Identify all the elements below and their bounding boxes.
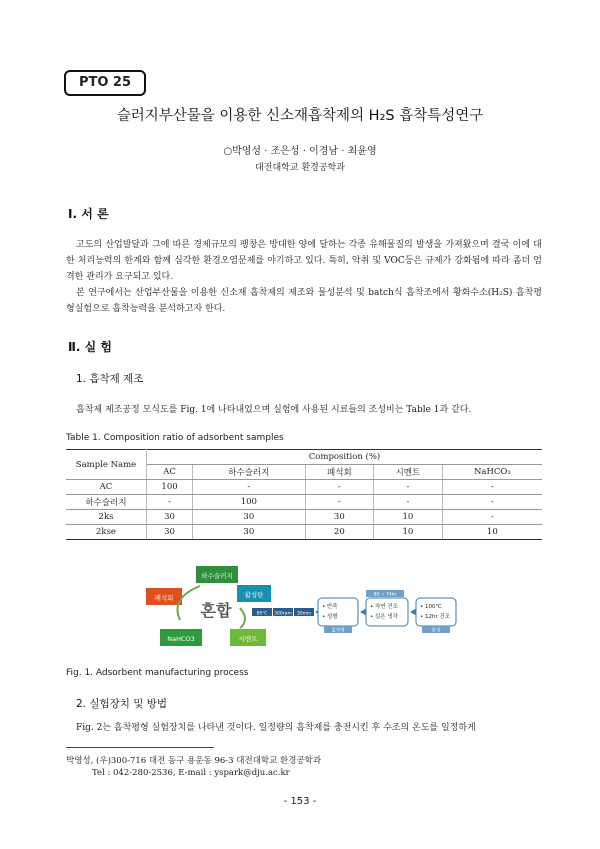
condition-label: 30min [296, 611, 312, 617]
session-badge: PTO 25 [64, 70, 146, 96]
step1-item: • 성형 [322, 614, 338, 620]
table-cell: 100 [147, 480, 193, 495]
cycle-arrow [240, 608, 245, 628]
subsection-1-paragraph: 흡착제 제조공정 모식도를 Fig. 1에 나타내었으며 실험에 사용된 시료들의 조성비는 Table 1과 같다. [76, 405, 472, 415]
step3-item: • 12hr 건조 [420, 614, 451, 620]
step3-tag-label: 완성 [431, 628, 441, 634]
table-column-header: 폐석회 [305, 465, 374, 480]
table-column-header: 시멘트 [374, 465, 443, 480]
step2-box [366, 598, 408, 626]
subsection-2-heading: 2. 실험장치 및 방법 [76, 698, 168, 710]
table-cell: 2ks [66, 510, 147, 525]
table-cell: 30 [147, 510, 193, 525]
step2-item: • 실온 냉각 [370, 614, 398, 620]
step3-box [416, 598, 456, 626]
step2-tag-label: 60 ~ 74hr [373, 592, 397, 598]
step3-item: • 100℃ [420, 604, 442, 610]
table-cell: - [305, 495, 374, 510]
table-cell: 30 [193, 525, 305, 540]
intro-paragraph-2: 본 연구에서는 산업부산물을 이용한 신소재 흡착제의 제조와 물성분석 및 batch식 흡착조에서 황화수소(H₂S) 흡착평형실험으로 흡착능력을 분석하고자 한다. [66, 288, 542, 314]
table-cell: - [147, 495, 193, 510]
table-row [66, 495, 542, 510]
footnote-divider [66, 747, 214, 748]
subsection-2-paragraph: Fig. 2는 흡착평형 실험장치를 나타낸 것이다. 일정량의 흡착제를 충전시킨 후 수조의 온도를 일정하게 [76, 723, 476, 733]
experiment-heading: Ⅱ. 실 험 [68, 340, 113, 354]
table-cell: 30 [147, 525, 193, 540]
table-caption: Table 1. Composition ratio of adsorbent samples [66, 433, 284, 443]
nahco3-label: NaHCO3 [167, 635, 195, 643]
table-column-header: AC [147, 465, 193, 480]
table-cell: - [193, 480, 305, 495]
paper-title: 슬러지부산물을 이용한 신소재흡착제의 H₂S 흡착특성연구 [116, 108, 484, 124]
table-row [66, 525, 542, 540]
intro-heading: Ⅰ. 서 론 [68, 207, 109, 221]
table-cell: 30 [193, 510, 305, 525]
cement-label: 시멘트 [238, 635, 258, 643]
step2-item: • 자연 건조 [370, 604, 398, 610]
table-cell: 하수슬러지 [66, 495, 147, 510]
condition-label: 300rpm [274, 611, 292, 617]
table-cell: 10 [442, 525, 542, 540]
table-cell: 2kse [66, 525, 147, 540]
step1-box [318, 598, 358, 626]
process-figure [130, 558, 472, 658]
step1-tag-label: 흡착제 [331, 628, 345, 634]
table-row-header: Sample Name [66, 450, 147, 480]
table-column-header: 하수슬러지 [193, 465, 305, 480]
table-row [66, 480, 542, 495]
intro-paragraph-1: 고도의 산업발달과 그에 따른 경제규모의 팽창은 방대한 양에 달하는 각종 유해물질의 발생을 가져왔으며 결국 이에 대한 처리능력의 한계와 함께 심각한 환경오염문제를 야기하고 있다. 특히, 악취 및 VOC등은 규제가 강화됨에 따라 좀더 엄격한 관리가 요구되고 있다. [66, 240, 542, 282]
footnote-contact: Tel : 042-280-2536, E-mail : yspark@dju.ac.kr [92, 768, 290, 778]
condition-label: 80℃ [256, 611, 268, 617]
composition-table [66, 449, 542, 540]
table-cell: - [442, 510, 542, 525]
subsection-1-heading: 1. 흡착제 제조 [76, 373, 144, 385]
table-cell: 10 [374, 510, 443, 525]
figure-caption: Fig. 1. Adsorbent manufacturing process [66, 668, 249, 678]
authors: ○박영성 · 조은성 · 이경남 · 최윤영 [223, 146, 377, 157]
table-cell: 30 [305, 510, 374, 525]
step1-item: • 반죽 [322, 604, 338, 610]
table-header-row [66, 450, 542, 465]
affiliation: 대전대학교 환경공학과 [255, 163, 345, 173]
table-cell: 20 [305, 525, 374, 540]
footnote-address: 박영성, (우)300-716 대전 동구 용운동 96-3 대전대학교 환경공학과 [66, 756, 322, 766]
sludge-label: 하수슬러지 [201, 572, 233, 580]
carbon-label: 활성탄 [244, 591, 264, 599]
table-column-header: NaHCO₃ [442, 465, 542, 480]
table-cell: AC [66, 480, 147, 495]
table-row [66, 510, 542, 525]
mix-label: 혼합 [200, 601, 232, 620]
table-cell: - [374, 480, 443, 495]
table-cell: - [305, 480, 374, 495]
table-cell: - [442, 495, 542, 510]
table-cell: 10 [374, 525, 443, 540]
lime-label: 폐석회 [154, 594, 174, 602]
table-cell: - [374, 495, 443, 510]
table-cell: - [442, 480, 542, 495]
page-number: - 153 - [283, 796, 317, 807]
table-group-header: Composition (%) [147, 450, 543, 465]
table-cell: 100 [193, 495, 305, 510]
